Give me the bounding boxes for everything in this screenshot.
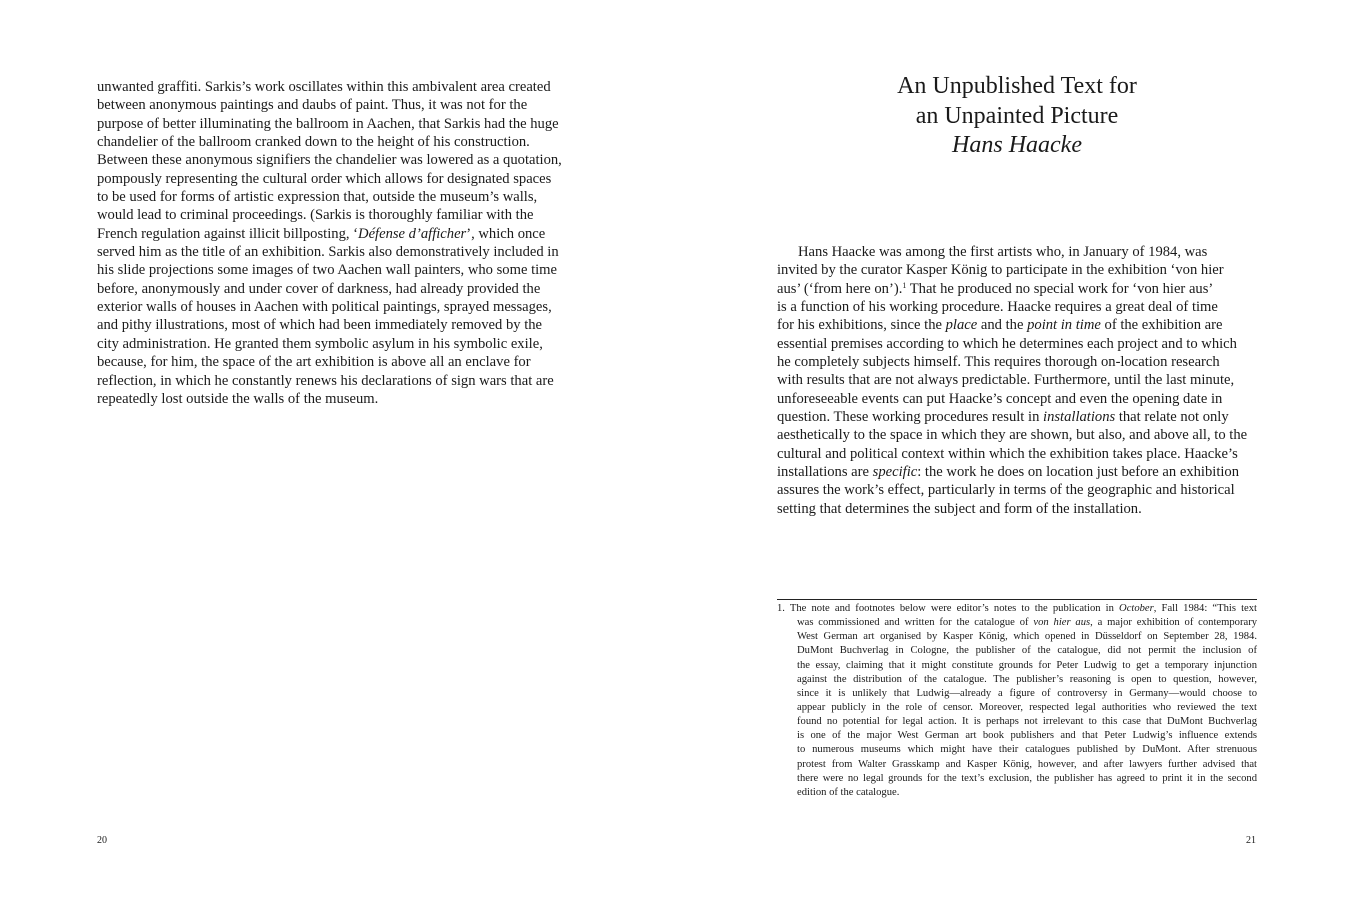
text-line (777, 390, 1259, 408)
text-line (777, 243, 1259, 261)
footnote-line (777, 786, 1257, 800)
text-run: to be used for forms of artistic expression that, outside the museum’s walls, (97, 189, 538, 206)
text-run: for his exhibitions, since the (777, 317, 946, 334)
text-line (777, 426, 1259, 444)
italic-text: point in time (1027, 317, 1101, 334)
text-run: protest from Walter Grasskamp and Kasper König, however, and after lawyers further advised that (797, 758, 1257, 770)
text-line (97, 372, 562, 390)
footnote-reference: 1 (902, 280, 907, 290)
text-line (777, 481, 1259, 499)
text-line (97, 78, 562, 96)
text-run: served him as the title of an exhibition. Sarkis also demonstratively included in (97, 244, 559, 261)
text-run: was commissioned and written for the catalogue of (797, 617, 1034, 629)
text-run: would lead to criminal proceedings. (Sarkis is thoroughly familiar with the (97, 207, 534, 224)
text-line (97, 170, 562, 188)
text-run: that relate not only (1115, 409, 1229, 426)
text-run: exterior walls of houses in Aachen with political paintings, sprayed messages, (97, 299, 552, 316)
text-line (777, 316, 1259, 334)
text-run: , Fall 1984: “This text (1153, 603, 1257, 614)
footnote-divider (777, 599, 1257, 600)
footnote-line (777, 772, 1257, 786)
italic-text: October (1119, 603, 1154, 614)
footnote-line (777, 743, 1257, 757)
text-run: aesthetically to the space in which they are shown, but also, and above all, to the (777, 427, 1248, 444)
text-line (97, 225, 562, 243)
text-line (97, 115, 562, 133)
left-page-number: 20 (97, 835, 107, 846)
footnote-line (777, 729, 1257, 743)
text-run: aus’ (‘from here on’). (777, 280, 903, 297)
text-line (777, 500, 1259, 518)
text-run: he completely subjects himself. This requires thorough on-location research (777, 354, 1220, 371)
text-run: with results that are not always predictable. Furthermore, until the last minute, (777, 372, 1235, 389)
text-line (777, 353, 1259, 371)
text-line (97, 96, 562, 114)
text-run: Hans Haacke was among the first artists who, in January of 1984, was (798, 244, 1208, 260)
footnote-line (777, 644, 1257, 658)
text-line (97, 188, 562, 206)
footnote-line (777, 758, 1257, 772)
text-run: reflection, in which he constantly renews his declarations of sign wars that are (97, 372, 554, 389)
text-run: city administration. He granted them symbolic asylum in his symbolic exile, (97, 335, 543, 352)
text-run: against the distribution of the catalogue. The publisher’s reasoning is open to question, however, (797, 673, 1257, 685)
text-line (97, 206, 562, 224)
text-run: installations are (777, 464, 873, 481)
title-line-2: an Unpainted Picture (915, 102, 1119, 129)
text-line (97, 151, 562, 169)
text-run: chandelier of the ballroom cranked down to the height of his construction. (97, 134, 530, 151)
text-run: unforeseeable events can put Haacke’s concept and even the opening date in (777, 390, 1223, 407)
text-run: edition of the catalogue. (797, 786, 900, 798)
author-name: Hans Haacke (952, 132, 1082, 158)
text-run: and the (977, 317, 1028, 334)
footnote-line (777, 602, 1257, 616)
text-run: repeatedly lost outside the walls of the museum. (97, 390, 379, 407)
footnote-line (777, 673, 1257, 687)
text-run: appear publicly in the role of censor. Moreover, respected legal authorities who reviewed the text (797, 701, 1257, 713)
italic-text: Défense d’afficher (358, 225, 467, 242)
text-run: Between these anonymous signifiers the chandelier was lowered as a quotation, (97, 152, 562, 169)
text-run: the essay, claiming that it might constitute grounds for Peter Ludwig to get a temporary injunction (797, 659, 1257, 671)
text-run: before, anonymously and under cover of darkness, had already provided the (97, 280, 541, 297)
text-run: setting that determines the subject and form of the installation. (777, 500, 1142, 517)
text-run: found no potential for legal action. It is perhaps not irrelevant to this case that DuMont Buchverlag (797, 716, 1257, 728)
text-run: ’, which once (466, 225, 546, 242)
text-run: purpose of better illuminating the ballroom in Aachen, that Sarkis had the huge (97, 115, 559, 132)
text-run: there were no legal grounds for the text’s exclusion, the publisher has agreed to print it in the second (797, 772, 1257, 784)
text-run: cultural and political context within which the exhibition takes place. Haacke’s (777, 445, 1238, 462)
text-run: French regulation against illicit billposting, ‘ (97, 225, 359, 242)
text-line (97, 390, 562, 408)
text-run: to numerous museums which might have their catalogues published by DuMont. After strenuous (797, 744, 1257, 756)
article-title (760, 72, 1274, 161)
text-run: DuMont Buchverlag in Cologne, the publisher of the catalogue, did not permit the inclusion of (797, 645, 1257, 657)
footnote (777, 602, 1257, 800)
text-line (777, 261, 1259, 279)
text-run: essential premises according to which he determines each project and to which (777, 335, 1237, 352)
text-line (97, 133, 562, 151)
footnote-line (777, 701, 1257, 715)
text-line (97, 280, 562, 298)
text-run: That he produced no special work for ‘von hier aus’ (906, 280, 1214, 297)
text-run: of the exhibition are (1100, 317, 1223, 334)
text-line (97, 298, 562, 316)
text-run: between anonymous paintings and daubs of paint. Thus, it was not for the (97, 97, 528, 114)
footnote-line (777, 687, 1257, 701)
text-run: pompously representing the cultural order which allows for designated spaces (97, 170, 552, 187)
text-run: invited by the curator Kasper König to participate in the exhibition ‘von hier (777, 262, 1224, 279)
right-page-body-text (777, 243, 1259, 518)
italic-text: von hier aus (1033, 617, 1091, 629)
title-line-1: An Unpublished Text for (897, 73, 1137, 99)
text-run: question. These working procedures result in (777, 409, 1044, 426)
text-run: assures the work’s effect, particularly in terms of the geographic and historical (777, 482, 1235, 499)
text-run: because, for him, the space of the art exhibition is above all an enclave for (97, 354, 531, 371)
text-run: and pithy illustrations, most of which had been immediately removed by the (97, 317, 543, 334)
text-run: is one of the major West German art book publishers and that Peter Ludwig’s influence extends (797, 730, 1257, 742)
text-line (97, 261, 562, 279)
text-run: since it is unlikely that Ludwig—already a figure of controversy in Germany—would choose to (797, 687, 1257, 699)
text-line (777, 445, 1259, 463)
italic-text: place (945, 317, 978, 334)
text-line (777, 280, 1259, 298)
text-line (97, 316, 562, 334)
footnote-line (777, 616, 1257, 630)
text-run: West German art organised by Kasper König, which opened in Düsseldorf on September 28, 1984. (797, 631, 1257, 643)
text-line (97, 335, 562, 353)
text-line (777, 371, 1259, 389)
text-line (777, 463, 1259, 481)
text-line (97, 243, 562, 261)
left-page-body-text (97, 78, 562, 408)
footnote-line (777, 630, 1257, 644)
text-run: his slide projections some images of two Aachen wall painters, who some time (97, 262, 558, 279)
text-line (777, 298, 1259, 316)
text-run: 1. The note and footnotes below were editor’s notes to the publication in (777, 603, 1120, 614)
text-line (97, 353, 562, 371)
text-run: , a major exhibition of contemporary (1090, 617, 1258, 629)
text-line (777, 408, 1259, 426)
italic-text: specific (872, 464, 918, 481)
footnote-line (777, 715, 1257, 729)
footnote-line (777, 659, 1257, 673)
text-run: : the work he does on location just before an exhibition (917, 464, 1240, 481)
right-page-number: 21 (1246, 835, 1256, 846)
text-line (777, 335, 1259, 353)
italic-text: installations (1043, 409, 1116, 426)
text-run: is a function of his working procedure. Haacke requires a great deal of time (777, 299, 1218, 316)
text-run: unwanted graffiti. Sarkis’s work oscillates within this ambivalent area created (97, 79, 551, 95)
